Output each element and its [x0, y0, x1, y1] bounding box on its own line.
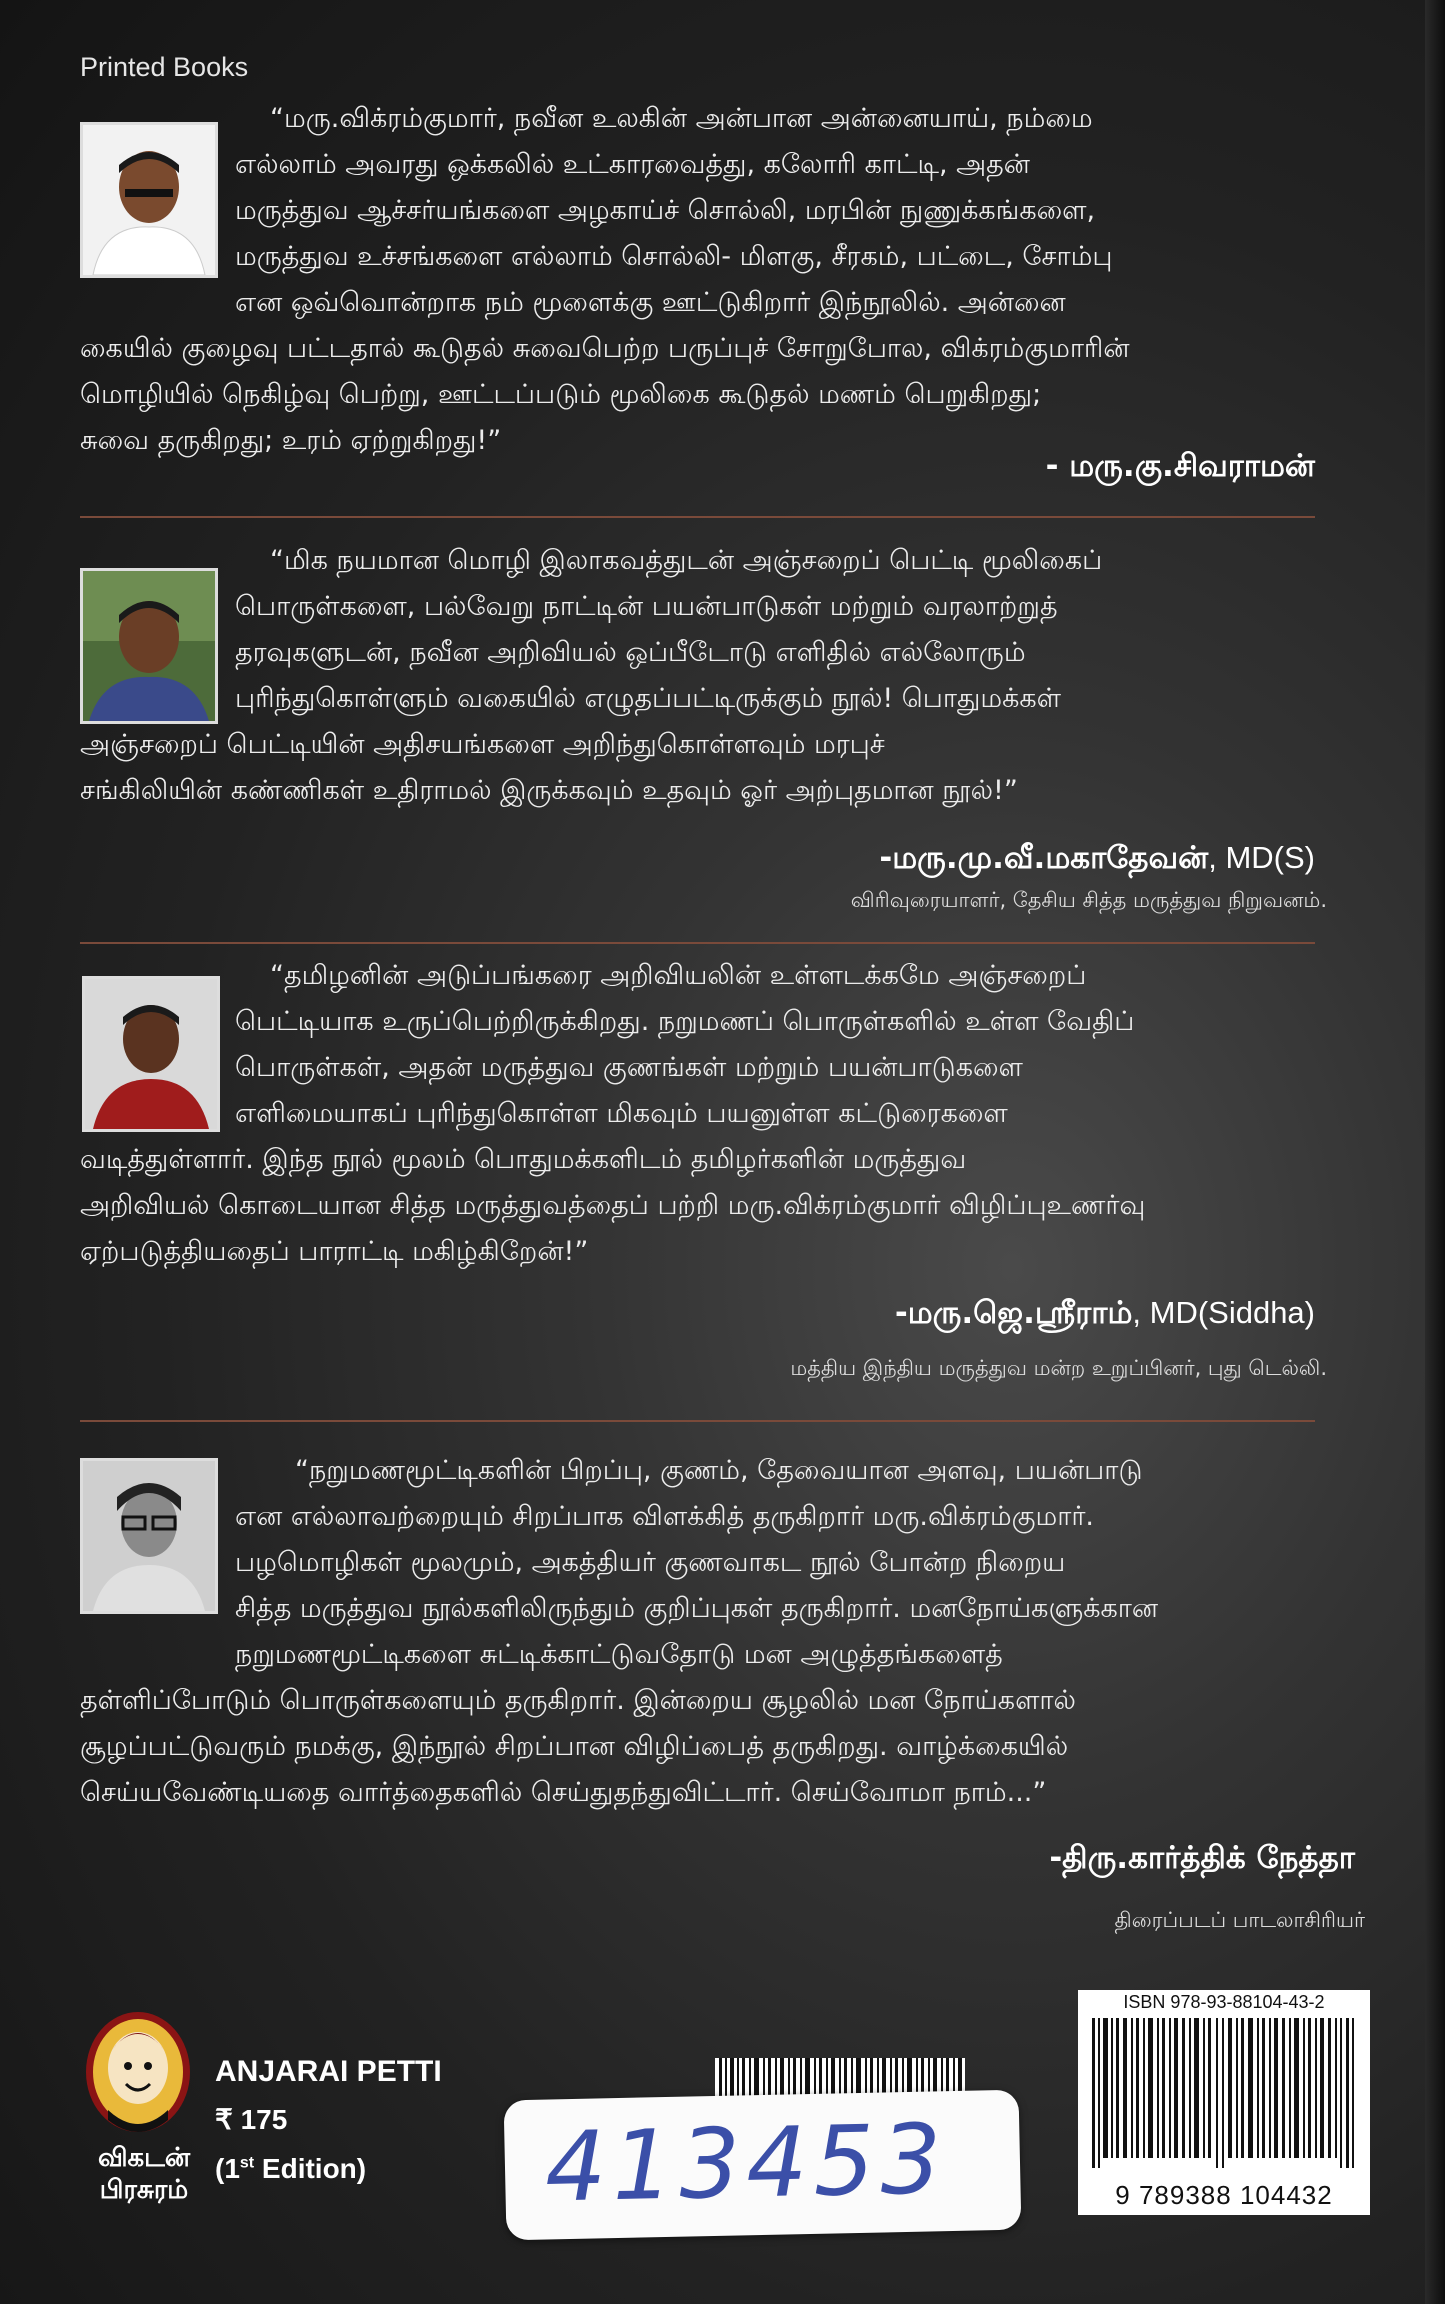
- section-divider: [80, 516, 1315, 518]
- book-title: ANJARAI PETTI: [215, 2055, 442, 2088]
- review-quote-2: “மிக நயமான மொழி இலாகவத்துடன் அஞ்சறைப் பெட்டி மூலிகைப் பொருள்களை, பல்வேறு நாட்டின் பயன்பாடுகள் மற்றும் வரலாற்றுத் தரவுகளுடன், நவீன அறிவியல் ஒப்பீடோடு எளிதில் எல்லோரும் புரிந்துகொள்ளும் வகையில் எழுதப்பட்டிருக்கும் நூல்! பொதுமக்கள் அஞ்சறைப் பெட்டியின் அதிசயங்களை அறிந்துகொள்ளவும் மரபுச் சங்கிலியின் கண்ணிகள் உதிராமல் இருக்கவும் உதவும் ஓர் அற்புதமான நூல்!”: [80, 545, 1103, 806]
- publisher-name: விகடன் பிரசுரம்: [97, 2143, 191, 2205]
- review-role-2: விரிவுரையாளர், தேசிய சித்த மருத்துவ நிறுவனம்.: [850, 888, 1327, 912]
- review-author-1: - மரு.கு.சிவராமன்: [1045, 448, 1315, 484]
- book-edition: (1st Edition): [215, 2153, 367, 2184]
- isbn-number: 9 789388 104432: [1115, 2180, 1333, 2210]
- vikatan-logo: [82, 2010, 194, 2145]
- review-author-4: -திரு.கார்த்திக் நேத்தா: [1049, 1840, 1355, 1876]
- cover-edge: [1425, 0, 1445, 2304]
- isbn-bars: [1086, 2018, 1362, 2168]
- isbn-label: ISBN 978-93-88104-43-2: [1123, 1992, 1325, 2012]
- printed-books-label: Printed Books: [80, 52, 249, 82]
- review-author-2: -மரு.மு.வீ.மகாதேவன், MD(S): [879, 840, 1315, 876]
- review-quote-1: “மரு.விக்ரம்குமார், நவீன உலகின் அன்பான அன்னையாய், நம்மை எல்லாம் அவரது ஒக்கலில் உட்காரவைத்து, கலோரி காட்டி, அதன் மருத்துவ ஆச்சர்யங்களை அழகாய்ச் சொல்லி, மரபின் நுணுக்கங்களை, மருத்துவ உச்சங்களை எல்லாம் சொல்லி- மிளகு, சீரகம், பட்டை, சோம்பு என ஒவ்வொன்றாக நம் மூளைக்கு ஊட்டுகிறார் இந்நூலில். அன்னை கையில் குழைவு பட்டதால் கூடுதல் சுவைபெற்ற பருப்புச் சோறுபோல, விக்ரம்குமாரின் மொழியில் நெகிழ்வு பெற்று, ஊட்டப்படும் மூலிகை கூடுதல் மணம் பெறுகிறது; சுவை தருகிறது; உரம் ஏற்றுகிறது!”: [80, 103, 1130, 456]
- review-author-3: -மரு.ஜெ.ஸ்ரீராம், MD(Siddha): [894, 1295, 1315, 1331]
- review-role-3: மத்திய இந்திய மருத்துவ மன்ற உறுப்பினர், புது டெல்லி.: [790, 1356, 1327, 1380]
- review-quote-3: “தமிழனின் அடுப்பங்கரை அறிவியலின் உள்ளடக்கமே அஞ்சறைப் பெட்டியாக உருப்பெற்றிருக்கிறது. நறுமணப் பொருள்களில் உள்ள வேதிப் பொருள்கள், அதன் மருத்துவ குணங்கள் மற்றும் பயன்பாடுகளை எளிமையாகப் புரிந்துகொள்ள மிகவும் பயனுள்ள கட்டுரைகளை வடித்துள்ளார். இந்த நூல் மூலம் பொதுமக்களிடம் தமிழர்களின் மருத்துவ அறிவியல் கொடையான சித்த மருத்துவத்தைப் பற்றி மரு.விக்ரம்குமார் விழிப்புஉணர்வு ஏற்படுத்தியதைப் பாராட்டி மகிழ்கிறேன்!”: [80, 960, 1146, 1267]
- sticker-number: 413453: [543, 2103, 949, 2224]
- review-role-4: திரைப்படப் பாடலாசிரியர்: [1114, 1908, 1365, 1932]
- library-sticker: [504, 2090, 1022, 2241]
- book-price: ₹ 175: [215, 2104, 288, 2135]
- section-divider: [80, 942, 1315, 944]
- isbn-barcode: [1078, 1990, 1370, 2215]
- section-divider: [80, 1420, 1315, 1422]
- review-quote-4: “நறுமணமூட்டிகளின் பிறப்பு, குணம், தேவையான அளவு, பயன்பாடு என எல்லாவற்றையும் சிறப்பாக விளக்கித் தருகிறார் மரு.விக்ரம்குமார். பழமொழிகள் மூலமும், அகத்தியர் குணவாகட நூல் போன்ற நிறைய சித்த மருத்துவ நூல்களிலிருந்தும் குறிப்புகள் தருகிறார். மனநோய்களுக்கான நறுமணமூட்டிகளை சுட்டிக்காட்டுவதோடு மன அழுத்தங்களைத் தள்ளிப்போடும் பொருள்களையும் தருகிறார். இன்றைய சூழலில் மன நோய்களால் சூழப்பட்டுவரும் நமக்கு, இந்நூல் சிறப்பான விழிப்பைத் தருகிறது. வாழ்க்கையில் செய்யவேண்டியதை வார்த்தைகளில் செய்துதந்துவிட்டார். செய்வோமா நாம்...”: [80, 1455, 1159, 1808]
